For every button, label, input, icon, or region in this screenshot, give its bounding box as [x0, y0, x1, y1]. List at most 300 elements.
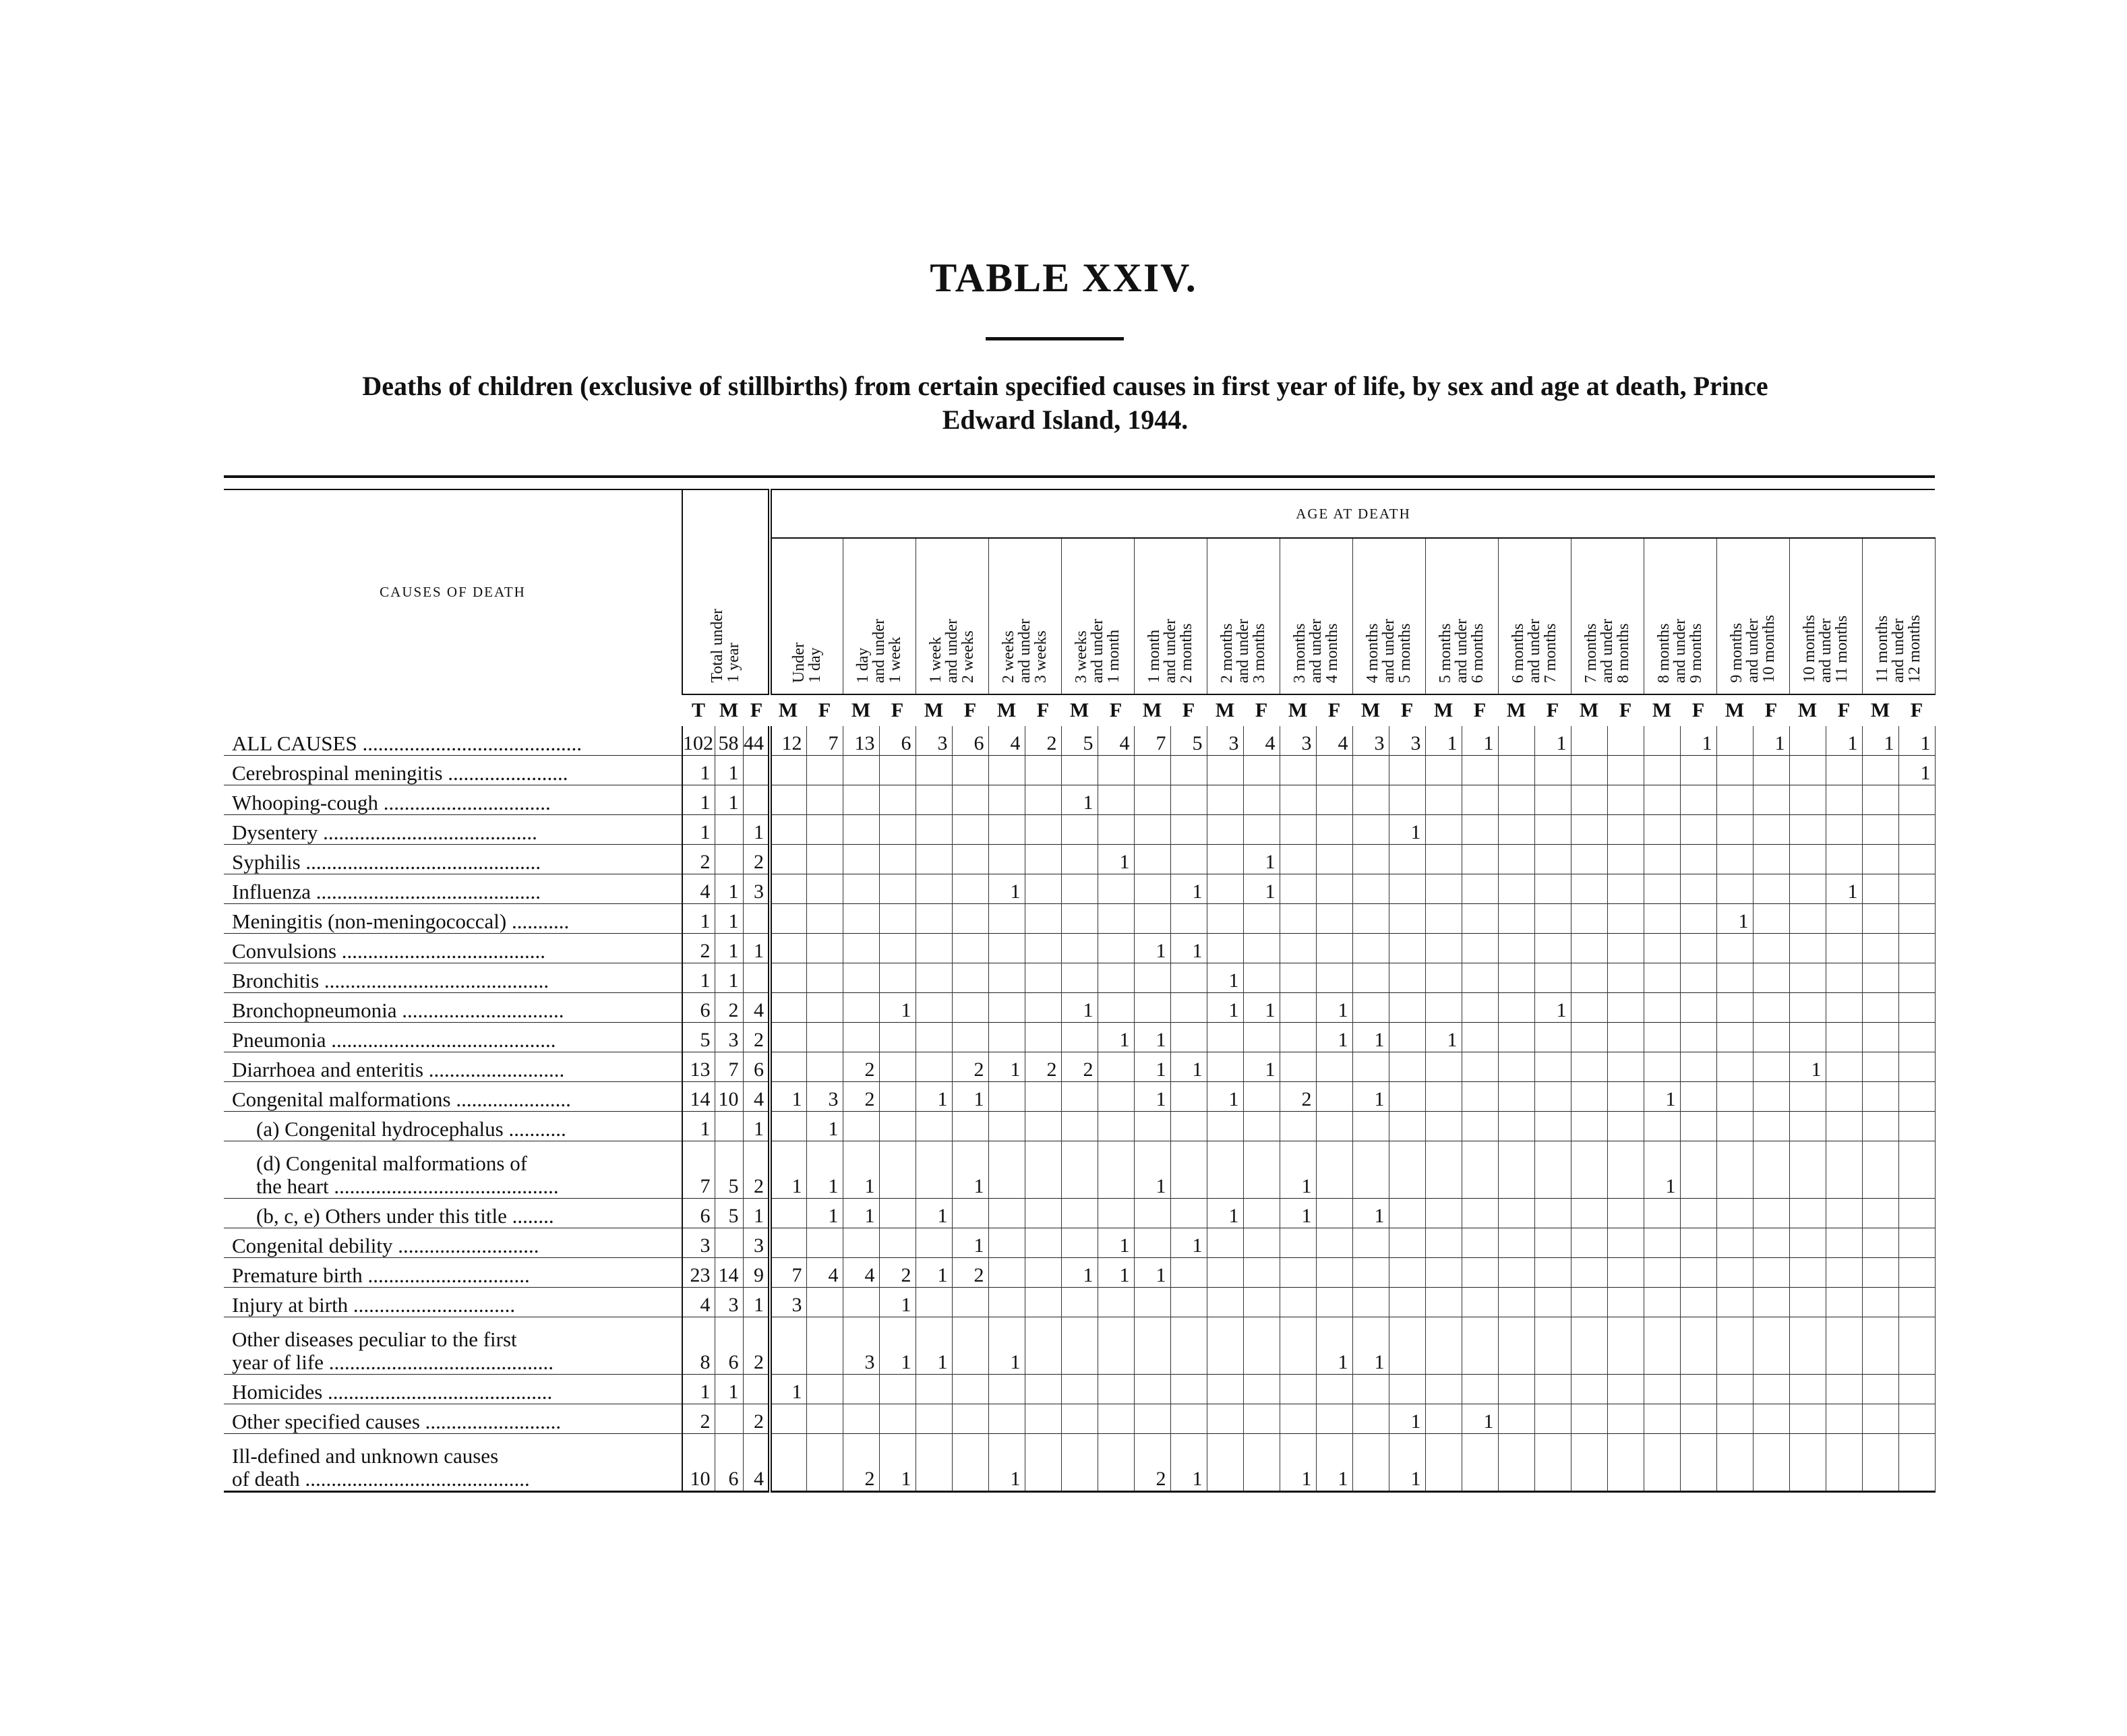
count-cell: 4: [743, 1082, 770, 1112]
age-sex-header: F: [1534, 694, 1571, 726]
age-sex-header: M: [1571, 694, 1607, 726]
count-cell: 3: [743, 874, 770, 904]
count-cell: [1352, 756, 1389, 785]
count-cell: [806, 756, 843, 785]
count-cell: [1207, 815, 1243, 845]
count-cell: [1316, 785, 1352, 815]
count-cell: [1352, 1141, 1389, 1199]
count-cell: [1280, 845, 1316, 874]
count-cell: [1498, 1112, 1534, 1141]
count-cell: [1607, 1375, 1644, 1404]
count-cell: [1134, 1288, 1170, 1317]
count-cell: 1: [743, 1199, 770, 1228]
count-cell: [1425, 1141, 1462, 1199]
count-cell: [1425, 1317, 1462, 1375]
count-cell: 1: [770, 1375, 806, 1404]
count-cell: [1280, 1258, 1316, 1288]
count-cell: [1571, 1258, 1607, 1288]
count-cell: [1498, 874, 1534, 904]
age-sex-header: M: [988, 694, 1025, 726]
count-cell: 1: [1462, 726, 1498, 756]
count-cell: 3: [1280, 726, 1316, 756]
count-cell: 2: [682, 934, 715, 963]
count-cell: 4: [1243, 726, 1280, 756]
count-cell: [1243, 934, 1280, 963]
count-cell: 1: [1061, 1258, 1098, 1288]
count-cell: 58: [715, 726, 743, 756]
count-cell: 1: [1098, 1228, 1134, 1258]
count-cell: [1680, 904, 1716, 934]
count-cell: [1644, 1052, 1680, 1082]
count-cell: [1789, 1317, 1826, 1375]
count-cell: [1170, 963, 1207, 993]
count-cell: [1243, 963, 1280, 993]
count-cell: [1571, 1434, 1607, 1492]
count-cell: [1862, 1258, 1898, 1288]
count-cell: [1498, 963, 1534, 993]
count-cell: [1462, 1052, 1498, 1082]
count-cell: [1571, 993, 1607, 1023]
count-cell: [1425, 756, 1462, 785]
count-cell: [1862, 845, 1898, 874]
count-cell: [1061, 756, 1098, 785]
count-cell: [1607, 1434, 1644, 1492]
count-cell: [1534, 845, 1571, 874]
count-cell: [843, 1023, 879, 1052]
count-cell: [1571, 934, 1607, 963]
count-cell: [1462, 1082, 1498, 1112]
count-cell: [1425, 1228, 1462, 1258]
count-cell: [879, 904, 916, 934]
count-cell: 3: [806, 1082, 843, 1112]
count-cell: 3: [682, 1228, 715, 1258]
count-cell: 1: [1134, 1052, 1170, 1082]
count-cell: 1: [1462, 1404, 1498, 1434]
count-cell: [806, 815, 843, 845]
count-cell: [1534, 1023, 1571, 1052]
count-cell: 1: [682, 1375, 715, 1404]
count-cell: 1: [988, 874, 1025, 904]
count-cell: [916, 756, 952, 785]
top-double-rule: [224, 477, 1935, 489]
count-cell: [1753, 1228, 1789, 1258]
count-cell: [1862, 963, 1898, 993]
count-cell: 1: [770, 1141, 806, 1199]
count-cell: [1826, 993, 1862, 1023]
count-cell: [879, 963, 916, 993]
count-cell: [1607, 726, 1644, 756]
count-cell: [1425, 1082, 1462, 1112]
count-cell: [1280, 1052, 1316, 1082]
count-cell: 102: [682, 726, 715, 756]
count-cell: [952, 756, 988, 785]
age-sex-header: M: [1280, 694, 1316, 726]
count-cell: [1862, 1375, 1898, 1404]
count-cell: [1170, 1288, 1207, 1317]
count-cell: 1: [1243, 993, 1280, 1023]
count-cell: 1: [1134, 1082, 1170, 1112]
count-cell: [1098, 1112, 1134, 1141]
cause-label: Whooping-cough ................................: [224, 785, 682, 815]
count-cell: [1644, 726, 1680, 756]
count-cell: [879, 845, 916, 874]
count-cell: [952, 1375, 988, 1404]
age-sex-header: F: [879, 694, 916, 726]
count-cell: [770, 1052, 806, 1082]
count-cell: [1716, 1258, 1753, 1288]
table-row: [224, 1404, 1935, 1434]
count-cell: [1243, 1288, 1280, 1317]
count-cell: 1: [952, 1228, 988, 1258]
count-cell: [1134, 1112, 1170, 1141]
count-cell: [1389, 1258, 1425, 1288]
count-cell: [988, 1404, 1025, 1434]
count-cell: [1680, 1052, 1716, 1082]
count-cell: [1680, 845, 1716, 874]
count-cell: [1680, 1199, 1716, 1228]
count-cell: [1862, 1023, 1898, 1052]
count-cell: [1025, 1434, 1061, 1492]
count-cell: [1207, 1288, 1243, 1317]
count-cell: 1: [1352, 1317, 1389, 1375]
count-cell: 1: [1316, 993, 1352, 1023]
count-cell: 1: [1826, 726, 1862, 756]
count-cell: [1898, 1317, 1935, 1375]
count-cell: [916, 1112, 952, 1141]
count-cell: [1862, 1317, 1898, 1375]
age-column-label: 11 months and under 12 months: [1874, 615, 1923, 683]
table-row: [224, 1141, 1935, 1199]
count-cell: [1098, 1434, 1134, 1492]
count-cell: [1607, 1288, 1644, 1317]
count-cell: [1352, 1434, 1389, 1492]
count-cell: [1716, 1228, 1753, 1258]
table-row: [224, 1052, 1935, 1082]
count-cell: [843, 785, 879, 815]
count-cell: [1680, 1434, 1716, 1492]
count-cell: [1862, 1082, 1898, 1112]
count-cell: [1389, 1317, 1425, 1375]
count-cell: [1716, 1404, 1753, 1434]
count-cell: [1862, 1112, 1898, 1141]
count-cell: [770, 845, 806, 874]
count-cell: [1098, 1288, 1134, 1317]
count-cell: [1280, 1288, 1316, 1317]
count-cell: 7: [770, 1258, 806, 1288]
cause-label: (b, c, e) Others under this title ........: [224, 1199, 682, 1228]
count-cell: [1462, 756, 1498, 785]
count-cell: [1425, 845, 1462, 874]
count-cell: [1425, 1288, 1462, 1317]
count-cell: [1862, 1228, 1898, 1258]
count-cell: [1716, 1082, 1753, 1112]
count-cell: [1243, 1404, 1280, 1434]
count-cell: [1716, 815, 1753, 845]
count-cell: [806, 1288, 843, 1317]
age-column-label: 3 weeks and under 1 month: [1073, 618, 1122, 683]
count-cell: [1498, 1199, 1534, 1228]
count-cell: 1: [988, 1434, 1025, 1492]
count-cell: [1352, 1258, 1389, 1288]
count-cell: 4: [843, 1258, 879, 1288]
count-cell: 3: [1207, 726, 1243, 756]
table-row: [224, 1228, 1935, 1258]
count-cell: [1316, 1228, 1352, 1258]
count-cell: [916, 1052, 952, 1082]
count-cell: [916, 874, 952, 904]
count-cell: [1462, 1228, 1498, 1258]
count-cell: [843, 1228, 879, 1258]
count-cell: [1716, 1434, 1753, 1492]
count-cell: 1: [1425, 1023, 1462, 1052]
count-cell: [1862, 1404, 1898, 1434]
count-cell: [1898, 1375, 1935, 1404]
count-cell: [1534, 1288, 1571, 1317]
age-column-header: [1644, 538, 1716, 694]
count-cell: [1716, 756, 1753, 785]
count-cell: [1462, 874, 1498, 904]
count-cell: [1207, 904, 1243, 934]
count-cell: [1316, 815, 1352, 845]
count-cell: [1098, 1052, 1134, 1082]
count-cell: [1207, 1434, 1243, 1492]
count-cell: [843, 934, 879, 963]
table-row: [224, 726, 1935, 756]
count-cell: [1280, 993, 1316, 1023]
count-cell: [952, 963, 988, 993]
count-cell: [1571, 963, 1607, 993]
count-cell: [1644, 1112, 1680, 1141]
count-cell: [1462, 785, 1498, 815]
count-cell: 12: [770, 726, 806, 756]
count-cell: [1826, 1375, 1862, 1404]
count-cell: [1025, 1228, 1061, 1258]
count-cell: 10: [682, 1434, 715, 1492]
count-cell: [1498, 1023, 1534, 1052]
count-cell: [1753, 904, 1789, 934]
count-cell: [806, 904, 843, 934]
total-header-label: Total under 1 year: [709, 609, 742, 683]
count-cell: [1170, 1375, 1207, 1404]
count-cell: 1: [1170, 1228, 1207, 1258]
count-cell: 4: [682, 874, 715, 904]
count-cell: [1243, 1199, 1280, 1228]
count-cell: [1716, 1141, 1753, 1199]
count-cell: 4: [682, 1288, 715, 1317]
count-cell: [1789, 874, 1826, 904]
count-cell: [1025, 756, 1061, 785]
count-cell: [1134, 785, 1170, 815]
count-cell: 1: [916, 1082, 952, 1112]
cause-label: Other diseases peculiar to the first year of life ...........................................: [224, 1317, 682, 1375]
count-cell: [1061, 1228, 1098, 1258]
count-cell: [1098, 756, 1134, 785]
count-cell: 1: [879, 1434, 916, 1492]
age-sex-header: M: [1352, 694, 1389, 726]
count-cell: [1498, 1404, 1534, 1434]
count-cell: [1280, 1317, 1316, 1375]
count-cell: [843, 993, 879, 1023]
count-cell: [1571, 1317, 1607, 1375]
count-cell: [1898, 934, 1935, 963]
age-column-header: [1571, 538, 1644, 694]
count-cell: [1716, 874, 1753, 904]
count-cell: [952, 934, 988, 963]
count-cell: [1352, 1228, 1389, 1258]
count-cell: [1170, 1404, 1207, 1434]
count-cell: 1: [715, 934, 743, 963]
count-cell: [1498, 934, 1534, 963]
count-cell: [1644, 1199, 1680, 1228]
count-cell: [1061, 1434, 1098, 1492]
count-cell: [1025, 785, 1061, 815]
age-sex-header: F: [1316, 694, 1352, 726]
count-cell: 1: [1862, 726, 1898, 756]
count-cell: [1571, 785, 1607, 815]
table-subtitle: Deaths of children (exclusive of stillbirths) from certain specified causes in first year of life, by sex and age at death, Prince Edward Island, 1944.: [362, 371, 1768, 435]
count-cell: [1280, 934, 1316, 963]
cause-label: Ill-defined and unknown causes of death ...........................................: [224, 1434, 682, 1492]
count-cell: [1425, 1052, 1462, 1082]
count-cell: [1680, 1023, 1716, 1052]
count-cell: [1644, 815, 1680, 845]
count-cell: [916, 904, 952, 934]
count-cell: [879, 815, 916, 845]
count-cell: [1498, 904, 1534, 934]
count-cell: [1571, 1288, 1607, 1317]
count-cell: [879, 934, 916, 963]
age-column-label: 6 months and under 7 months: [1509, 618, 1559, 683]
count-cell: [1534, 1112, 1571, 1141]
count-cell: [1061, 1317, 1098, 1375]
age-column-label: 7 months and under 8 months: [1582, 618, 1632, 683]
count-cell: 1: [1098, 1258, 1134, 1288]
count-cell: [1898, 1404, 1935, 1434]
count-cell: [1607, 1141, 1644, 1199]
count-cell: [952, 1288, 988, 1317]
count-cell: [1462, 904, 1498, 934]
count-cell: [1644, 756, 1680, 785]
age-sex-header: F: [1607, 694, 1644, 726]
count-cell: [1753, 1199, 1789, 1228]
count-cell: [843, 756, 879, 785]
count-cell: [1025, 874, 1061, 904]
count-cell: 5: [1170, 726, 1207, 756]
count-cell: [1644, 1023, 1680, 1052]
count-cell: [1716, 1288, 1753, 1317]
count-cell: [1061, 815, 1098, 845]
count-cell: 1: [1243, 1052, 1280, 1082]
cause-label: Congenital malformations ......................: [224, 1082, 682, 1112]
count-cell: [1207, 1375, 1243, 1404]
count-cell: [1425, 1199, 1462, 1228]
count-cell: [770, 756, 806, 785]
sex-header-spacer: [224, 694, 682, 726]
count-cell: [1607, 1404, 1644, 1434]
count-cell: [1462, 1258, 1498, 1288]
count-cell: [806, 1023, 843, 1052]
count-cell: [1170, 815, 1207, 845]
count-cell: [1061, 904, 1098, 934]
table-row: [224, 1434, 1935, 1492]
count-cell: [1789, 785, 1826, 815]
count-cell: [1898, 785, 1935, 815]
count-cell: 5: [1061, 726, 1098, 756]
count-cell: 2: [682, 845, 715, 874]
count-cell: [1789, 1228, 1826, 1258]
count-cell: [1207, 874, 1243, 904]
count-cell: [843, 815, 879, 845]
count-cell: [952, 993, 988, 1023]
count-cell: [988, 1288, 1025, 1317]
count-cell: [1753, 1052, 1789, 1082]
count-cell: [988, 1141, 1025, 1199]
table-row: [224, 1288, 1935, 1317]
count-cell: [916, 993, 952, 1023]
count-cell: 13: [682, 1052, 715, 1082]
count-cell: [806, 1404, 843, 1434]
count-cell: 6: [743, 1052, 770, 1082]
count-cell: [1862, 993, 1898, 1023]
count-cell: [1425, 1434, 1462, 1492]
count-cell: [1680, 993, 1716, 1023]
count-cell: [1134, 815, 1170, 845]
count-cell: [1789, 756, 1826, 785]
count-cell: [1389, 1199, 1425, 1228]
count-cell: [1753, 934, 1789, 963]
count-cell: [1243, 785, 1280, 815]
age-sex-header: F: [1098, 694, 1134, 726]
count-cell: [1170, 1141, 1207, 1199]
count-cell: 2: [1025, 726, 1061, 756]
count-cell: [1898, 1023, 1935, 1052]
count-cell: 7: [806, 726, 843, 756]
count-cell: [916, 963, 952, 993]
count-cell: [1534, 1317, 1571, 1375]
count-cell: [770, 963, 806, 993]
count-cell: [1207, 934, 1243, 963]
count-cell: [1352, 815, 1389, 845]
count-cell: [1462, 1112, 1498, 1141]
count-cell: [1061, 1288, 1098, 1317]
count-cell: [1862, 815, 1898, 845]
count-cell: [1025, 1082, 1061, 1112]
count-cell: 1: [770, 1082, 806, 1112]
count-cell: 2: [1061, 1052, 1098, 1082]
count-cell: [1534, 1141, 1571, 1199]
count-cell: [1826, 845, 1862, 874]
count-cell: [1243, 756, 1280, 785]
count-cell: [1352, 934, 1389, 963]
count-cell: [988, 1023, 1025, 1052]
count-cell: [1170, 845, 1207, 874]
count-cell: [1352, 1375, 1389, 1404]
table-row: [224, 1112, 1935, 1141]
count-cell: 1: [952, 1082, 988, 1112]
count-cell: [1316, 1375, 1352, 1404]
count-cell: [843, 904, 879, 934]
count-cell: [1644, 904, 1680, 934]
count-cell: [1170, 1112, 1207, 1141]
age-sex-header: F: [1025, 694, 1061, 726]
age-column-header: [988, 538, 1061, 694]
cause-label: Other specified causes ..........................: [224, 1404, 682, 1434]
count-cell: [806, 785, 843, 815]
count-cell: 1: [1170, 1052, 1207, 1082]
count-cell: [1789, 1434, 1826, 1492]
count-cell: [1607, 904, 1644, 934]
count-cell: [988, 815, 1025, 845]
